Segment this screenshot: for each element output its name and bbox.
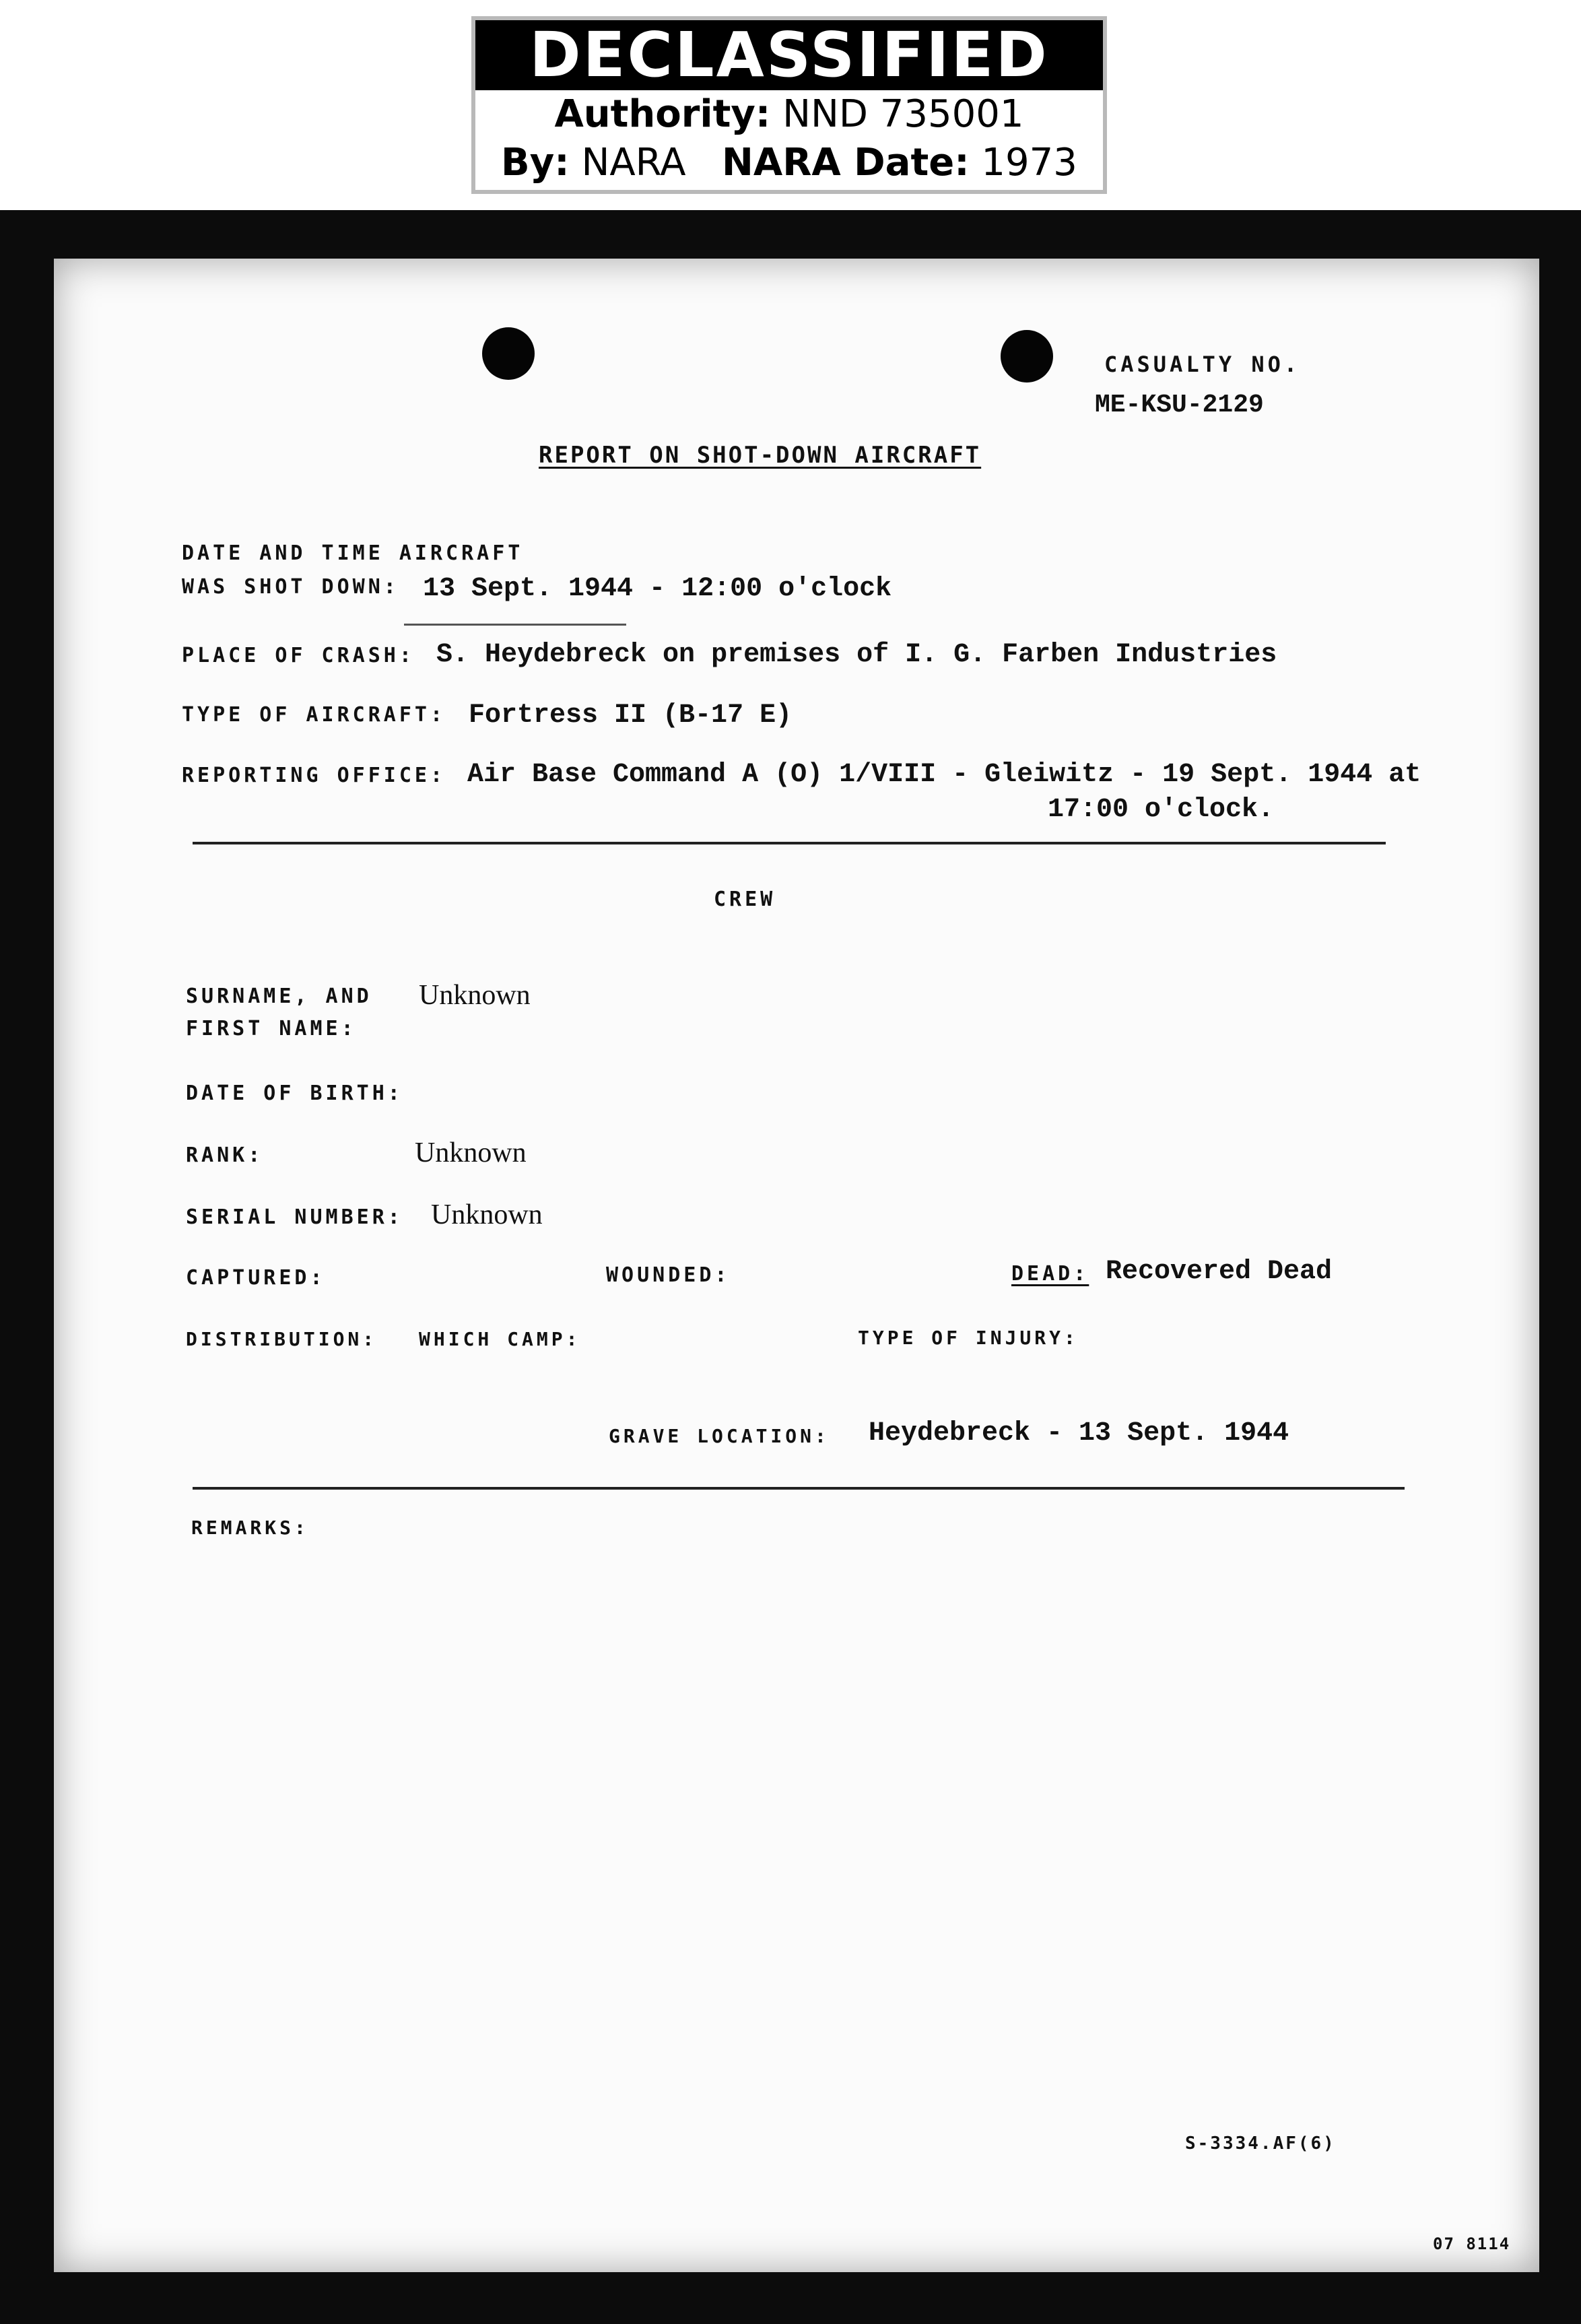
- aircraft-value: Fortress II (B-17 E): [469, 700, 793, 731]
- date-time-label-line2: WAS SHOT DOWN:: [182, 575, 399, 599]
- stamp-authority-label: Authority:: [554, 92, 771, 136]
- divider-top: [193, 842, 1386, 844]
- report-title: REPORT ON SHOT-DOWN AIRCRAFT: [539, 442, 982, 469]
- casualty-number: ME-KSU-2129: [1095, 391, 1264, 420]
- punch-hole-left: [482, 327, 535, 380]
- dead-value: Recovered Dead: [1106, 1257, 1333, 1287]
- which-camp-label: WHICH CAMP:: [419, 1328, 581, 1350]
- dob-label: DATE OF BIRTH:: [186, 1082, 403, 1105]
- document-paper: [54, 259, 1539, 2272]
- date-time-label-line1: DATE AND TIME AIRCRAFT: [182, 541, 524, 565]
- punch-hole-right: [1001, 330, 1053, 383]
- remarks-label: REMARKS:: [191, 1517, 309, 1539]
- date-underline: [404, 624, 626, 626]
- serial-label: SERIAL NUMBER:: [186, 1205, 403, 1229]
- stamp-by-value: NARA: [581, 141, 686, 185]
- rank-label: RANK:: [186, 1143, 264, 1167]
- surname-label-line1: SURNAME, AND: [186, 985, 372, 1008]
- crew-heading: CREW: [714, 888, 776, 911]
- stamp-authority-value: NND 735001: [782, 92, 1024, 136]
- stamp-by-line: [475, 139, 1103, 187]
- office-value-line2: 17:00 o'clock.: [1048, 795, 1275, 825]
- declassified-stamp: [471, 16, 1107, 194]
- corner-code: 07 8114: [1433, 2234, 1511, 2253]
- form-number: S-3334.AF(6): [1185, 2133, 1336, 2154]
- grave-location-value: Heydebreck - 13 Sept. 1944: [869, 1418, 1289, 1449]
- dead-label: DEAD:: [1011, 1262, 1089, 1286]
- stamp-date-label: NARA Date:: [722, 141, 970, 185]
- distribution-label: DISTRIBUTION:: [186, 1328, 378, 1350]
- divider-bottom: [193, 1487, 1405, 1490]
- scanned-page-frame: [0, 210, 1581, 2324]
- aircraft-label: TYPE OF AIRCRAFT:: [182, 703, 446, 727]
- place-label: PLACE OF CRASH:: [182, 644, 415, 667]
- office-value-line1: Air Base Command A (O) 1/VIII - Gleiwitz - 19 Sept. 1944 at: [467, 760, 1421, 790]
- serial-value: Unknown: [431, 1199, 543, 1230]
- date-time-value: 13 Sept. 1944 - 12:00 o'clock: [423, 574, 892, 604]
- surname-value: Unknown: [419, 980, 531, 1011]
- type-of-injury-label: TYPE OF INJURY:: [858, 1327, 1079, 1349]
- stamp-title: DECLASSIFIED: [475, 20, 1103, 90]
- stamp-date-value: 1973: [981, 141, 1077, 185]
- office-label: REPORTING OFFICE:: [182, 764, 446, 787]
- surname-label-line2: FIRST NAME:: [186, 1017, 357, 1040]
- grave-location-label: GRAVE LOCATION:: [609, 1425, 830, 1447]
- rank-value: Unknown: [415, 1137, 527, 1168]
- place-value: S. Heydebreck on premises of I. G. Farben Industries: [436, 640, 1277, 670]
- stamp-authority-line: [475, 90, 1103, 139]
- casualty-label: CASUALTY NO.: [1104, 352, 1301, 377]
- captured-label: CAPTURED:: [186, 1266, 326, 1290]
- stamp-by-label: By:: [501, 141, 570, 185]
- wounded-label: WOUNDED:: [606, 1263, 731, 1287]
